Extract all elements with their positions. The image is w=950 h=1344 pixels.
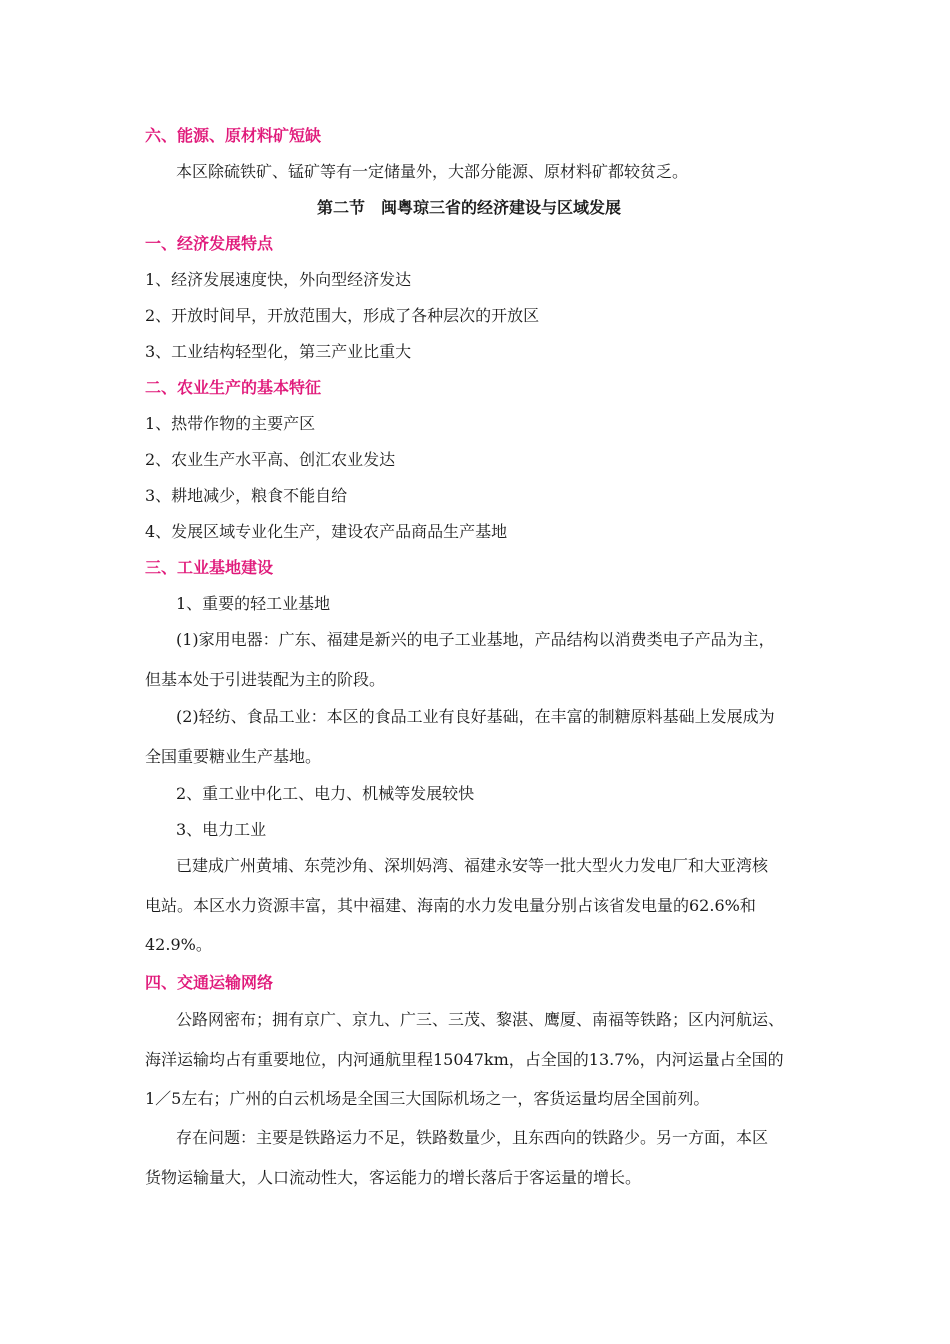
paragraph: 已建成广州黄埔、东莞沙角、深圳妈湾、福建永安等一批大型火力发电厂和大亚湾核 <box>176 856 769 875</box>
list-item: 3、工业结构轻型化，第三产业比重大 <box>145 342 412 361</box>
list-item: 4、发展区域专业化生产，建设农产品商品生产基地 <box>145 522 508 541</box>
heading-agriculture: 二、农业生产的基本特征 <box>145 378 322 397</box>
list-item: 1、经济发展速度快，外向型经济发达 <box>145 270 412 289</box>
list-item: 1、重要的轻工业基地 <box>176 594 331 613</box>
heading-industrial-base: 三、工业基地建设 <box>145 558 274 577</box>
list-item: 2、开放时间早，开放范围大，形成了各种层次的开放区 <box>145 306 540 325</box>
paragraph: 公路网密布；拥有京广、京九、广三、三茂、黎湛、鹰厦、南福等铁路；区内河航运、 <box>176 1010 785 1029</box>
paragraph: 本区除硫铁矿、锰矿等有一定储量外，大部分能源、原材料矿都较贫乏。 <box>176 162 689 181</box>
paragraph-continuation: 但基本处于引进装配为主的阶段。 <box>145 670 386 689</box>
paragraph: 存在问题：主要是铁路运力不足，铁路数量少，且东西向的铁路少。另一方面，本区 <box>176 1128 769 1147</box>
list-item: 3、耕地减少，粮食不能自给 <box>145 486 348 505</box>
list-item: 2、农业生产水平高、创汇农业发达 <box>145 450 396 469</box>
paragraph-continuation: 海洋运输均占有重要地位，内河通航里程15047km，占全国的13.7%，内河运量占全国的 <box>145 1050 784 1069</box>
paragraph: (2)轻纺、食品工业：本区的食品工业有良好基础，在丰富的制糖原料基础上发展成为 <box>176 707 775 726</box>
paragraph-continuation: 1／5左右；广州的白云机场是全国三大国际机场之一，客货运量均居全国前列。 <box>145 1089 710 1108</box>
heading-energy-shortage: 六、能源、原材料矿短缺 <box>145 126 322 145</box>
list-item: 3、电力工业 <box>176 820 267 839</box>
section-title: 第二节 闽粤琼三省的经济建设与区域发展 <box>317 198 622 217</box>
heading-transport: 四、交通运输网络 <box>145 973 274 992</box>
paragraph-continuation: 42.9%。 <box>145 935 212 954</box>
paragraph: (1)家用电器：广东、福建是新兴的电子工业基地，产品结构以消费类电子产品为主， <box>176 630 775 649</box>
paragraph-continuation: 全国重要糖业生产基地。 <box>145 747 322 766</box>
paragraph-continuation: 货物运输量大，人口流动性大，客运能力的增长落后于客运量的增长。 <box>145 1168 642 1187</box>
list-item: 1、热带作物的主要产区 <box>145 414 316 433</box>
list-item: 2、重工业中化工、电力、机械等发展较快 <box>176 784 475 803</box>
heading-economic-features: 一、经济发展特点 <box>145 234 274 253</box>
paragraph-continuation: 电站。本区水力资源丰富，其中福建、海南的水力发电量分别占该省发电量的62.6%和 <box>145 896 756 915</box>
